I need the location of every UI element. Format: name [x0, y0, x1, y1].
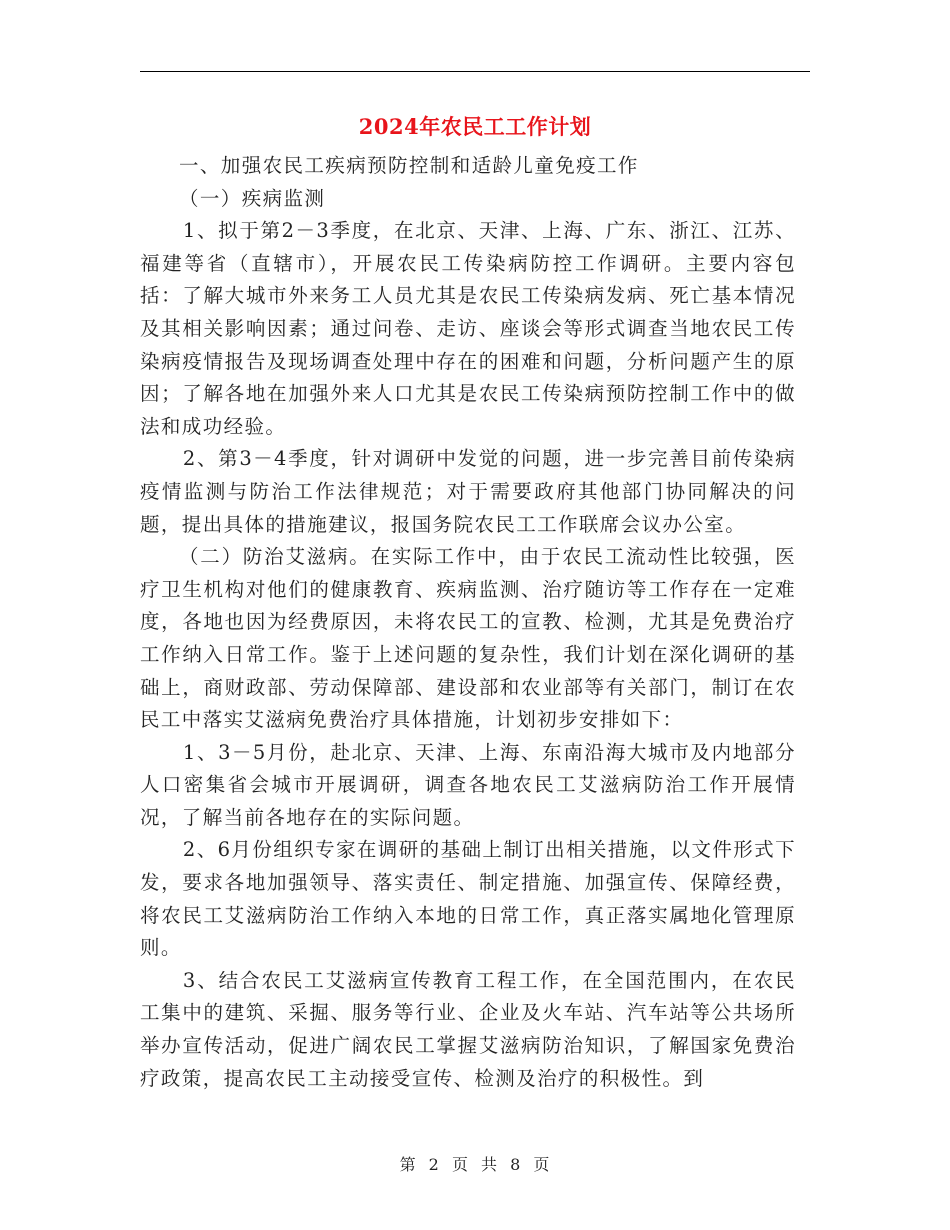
section-heading: 一、加强农民工疾病预防控制和适龄儿童免疫工作	[179, 154, 639, 177]
document-body	[140, 150, 796, 1095]
paragraph: 3、结合农民工艾滋病宣传教育工程工作，在全国范围内，在农民工集中的建筑、采掘、服务等行业、企业及火车站、汽车站等公共场所举办宣传活动，促进广阔农民工掌握艾滋病防治知识，了解国家免费治疗政策，提高农民工主动接受宣传、检测及治疗的积极性。到	[140, 968, 796, 1090]
paragraph: 2、第3－4季度，针对调研中发觉的问题，进一步完善目前传染病疫情监测与防治工作法律规范；对于需要政府其他部门协同解决的问题，提出具体的措施建议，报国务院农民工工作联席会议办公室。	[140, 447, 796, 536]
subsection-heading: （一）疾病监测	[179, 186, 326, 210]
document-title: 2024年农民工工作计划	[358, 114, 592, 139]
page-number-footer: 第 2 页 共 8 页	[399, 1155, 551, 1174]
header-rule	[140, 71, 810, 72]
paragraph: 1、拟于第2－3季度，在北京、天津、上海、广东、浙江、江苏、福建等省（直辖市），开展农民工传染病防控工作调研。主要内容包括：了解大城市外来务工人员尤其是农民工传染病发病、死亡基本情况及其相关影响因素；通过问卷、走访、座谈会等形式调查当地农民工传染病疫情报告及现场调查处理中存在的困难和问题，分析问题产生的原因；了解各地在加强外来人口尤其是农民工传染病预防控制工作中的做法和成功经验。	[140, 219, 796, 438]
paragraph: （二）防治艾滋病。在实际工作中，由于农民工流动性比较强，医疗卫生机构对他们的健康教育、疾病监测、治疗随访等工作存在一定难度，各地也因为经费原因，未将农民工的宣教、检测，尤其是免费治疗工作纳入日常工作。鉴于上述问题的复杂性，我们计划在深化调研的基础上，商财政部、劳动保障部、建设部和农业部等有关部门，制订在农民工中落实艾滋病免费治疗具体措施，计划初步安排如下：	[140, 545, 796, 732]
paragraph: 1、3－5月份，赴北京、天津、上海、东南沿海大城市及内地部分人口密集省会城市开展调研，调查各地农民工艾滋病防治工作开展情况，了解当前各地存在的实际问题。	[140, 740, 796, 829]
paragraph: 2、6月份组织专家在调研的基础上制订出相关措施，以文件形式下发，要求各地加强领导、落实责任、制定措施、加强宣传、保障经费，将农民工艾滋病防治工作纳入本地的日常工作，真正落实属地化管理原则。	[140, 838, 796, 960]
